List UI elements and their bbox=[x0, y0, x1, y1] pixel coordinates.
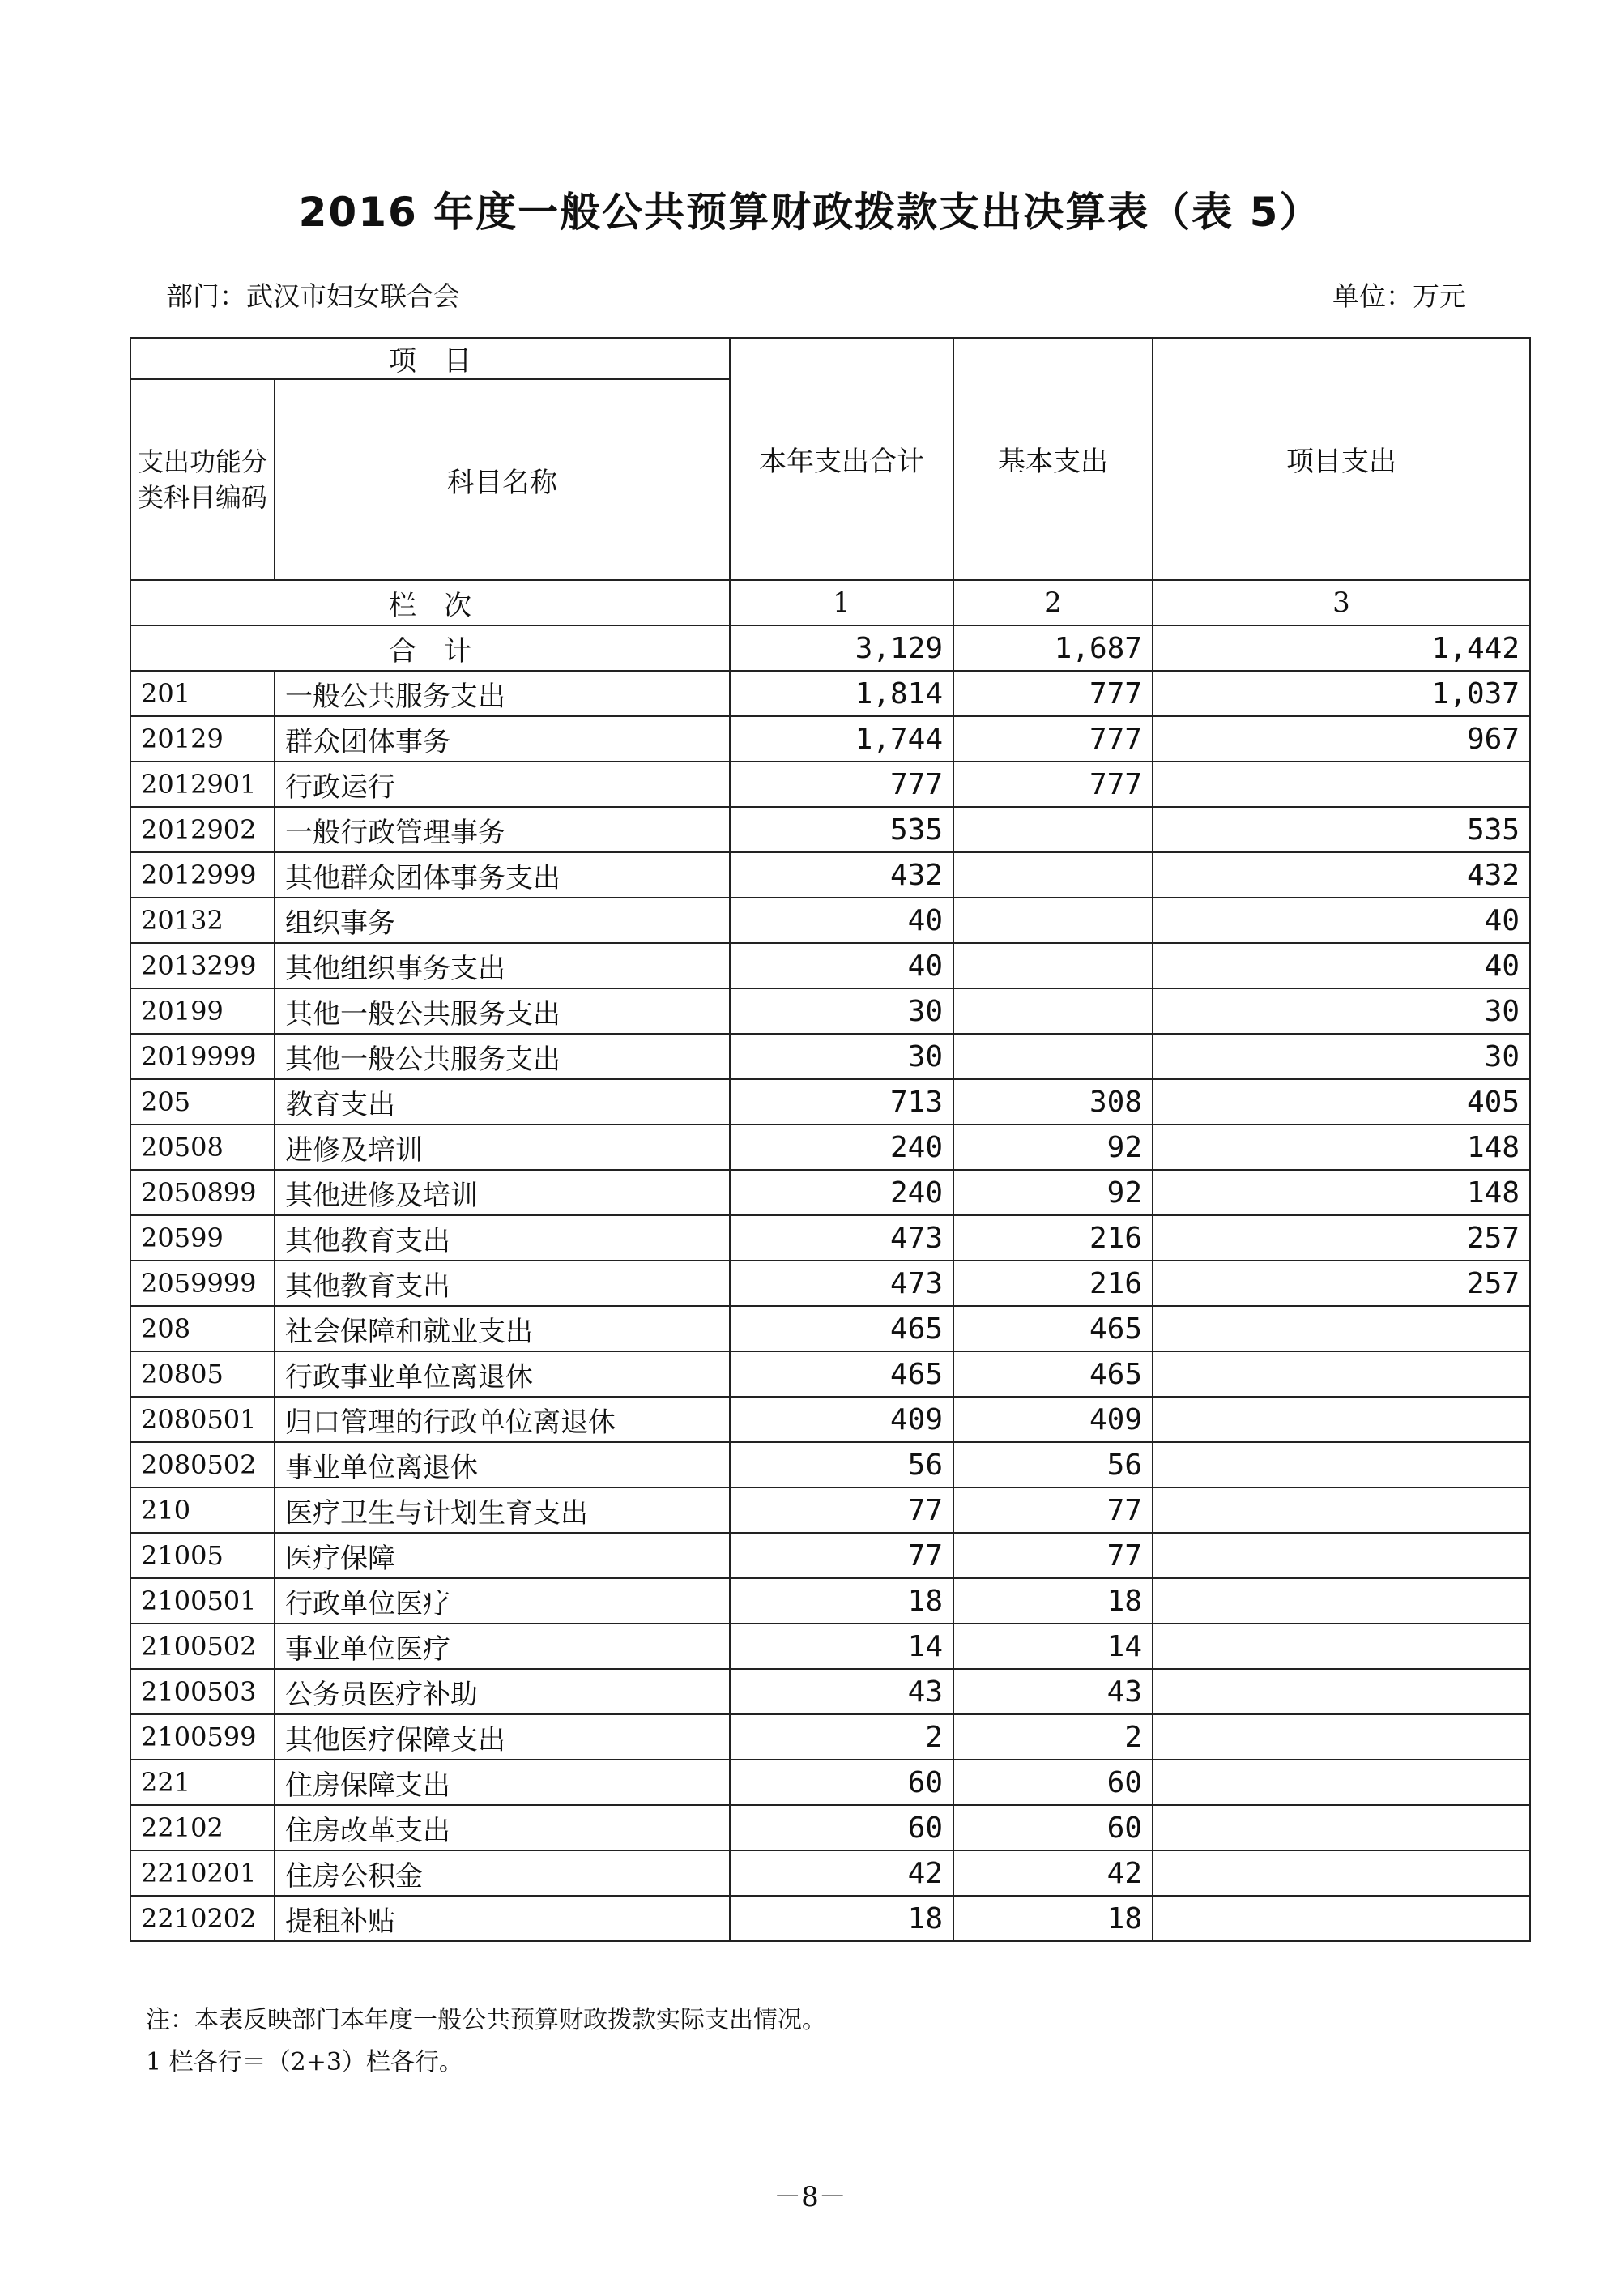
total-cell: 42 bbox=[730, 1850, 953, 1896]
project-cell bbox=[1153, 1533, 1530, 1578]
table-row bbox=[130, 1170, 1530, 1215]
total-value: 3,129 bbox=[730, 625, 953, 671]
basic-cell: 92 bbox=[953, 1125, 1153, 1170]
name-cell: 其他医疗保障支出 bbox=[275, 1714, 730, 1760]
code-cell: 2012902 bbox=[130, 807, 275, 852]
name-cell: 一般行政管理事务 bbox=[275, 807, 730, 852]
table-row bbox=[130, 1215, 1530, 1261]
table-row bbox=[130, 1896, 1530, 1941]
total-cell: 18 bbox=[730, 1896, 953, 1941]
basic-cell: 60 bbox=[953, 1760, 1153, 1805]
code-cell: 208 bbox=[130, 1306, 275, 1351]
basic-total-value: 1,687 bbox=[953, 625, 1153, 671]
header-xiangmu: 项 目 bbox=[130, 338, 730, 379]
name-cell: 组织事务 bbox=[275, 898, 730, 943]
basic-cell bbox=[953, 988, 1153, 1034]
col-index-2: 2 bbox=[953, 580, 1153, 625]
code-cell: 205 bbox=[130, 1079, 275, 1125]
name-cell: 其他一般公共服务支出 bbox=[275, 988, 730, 1034]
column-index-row bbox=[130, 580, 1530, 625]
header-total: 本年支出合计 bbox=[730, 338, 953, 580]
total-cell: 60 bbox=[730, 1805, 953, 1850]
project-cell: 148 bbox=[1153, 1125, 1530, 1170]
total-cell: 77 bbox=[730, 1533, 953, 1578]
total-cell: 30 bbox=[730, 988, 953, 1034]
name-cell: 公务员医疗补助 bbox=[275, 1669, 730, 1714]
basic-cell: 77 bbox=[953, 1487, 1153, 1533]
basic-cell: 92 bbox=[953, 1170, 1153, 1215]
table-row bbox=[130, 1125, 1530, 1170]
basic-cell bbox=[953, 852, 1153, 898]
code-cell: 201 bbox=[130, 671, 275, 716]
total-cell: 14 bbox=[730, 1624, 953, 1669]
header-project: 项目支出 bbox=[1153, 338, 1530, 580]
total-cell: 18 bbox=[730, 1578, 953, 1624]
total-cell: 40 bbox=[730, 898, 953, 943]
table-row bbox=[130, 1442, 1530, 1487]
header-row-top bbox=[130, 338, 1530, 379]
total-cell: 713 bbox=[730, 1079, 953, 1125]
project-total-value: 1,442 bbox=[1153, 625, 1530, 671]
table-row bbox=[130, 1533, 1530, 1578]
code-cell: 2012999 bbox=[130, 852, 275, 898]
code-cell: 2210201 bbox=[130, 1850, 275, 1896]
basic-cell: 777 bbox=[953, 716, 1153, 762]
table-row bbox=[130, 1351, 1530, 1397]
basic-cell: 18 bbox=[953, 1896, 1153, 1941]
table-row bbox=[130, 852, 1530, 898]
project-cell bbox=[1153, 1624, 1530, 1669]
total-cell: 465 bbox=[730, 1351, 953, 1397]
project-cell: 967 bbox=[1153, 716, 1530, 762]
table-row bbox=[130, 1624, 1530, 1669]
basic-cell: 308 bbox=[953, 1079, 1153, 1125]
page-title: 2016 年度一般公共预算财政拨款支出决算表（表 5） bbox=[298, 189, 1322, 236]
table-row bbox=[130, 1306, 1530, 1351]
code-cell: 2050899 bbox=[130, 1170, 275, 1215]
table-row bbox=[130, 1805, 1530, 1850]
name-cell: 住房保障支出 bbox=[275, 1760, 730, 1805]
unit-label: 单位：万元 bbox=[1332, 280, 1466, 312]
total-cell: 2 bbox=[730, 1714, 953, 1760]
name-cell: 其他组织事务支出 bbox=[275, 943, 730, 988]
table-row bbox=[130, 1261, 1530, 1306]
basic-cell: 18 bbox=[953, 1578, 1153, 1624]
project-cell bbox=[1153, 1714, 1530, 1760]
table-row bbox=[130, 1079, 1530, 1125]
table-row bbox=[130, 762, 1530, 807]
total-cell: 240 bbox=[730, 1170, 953, 1215]
name-cell: 行政运行 bbox=[275, 762, 730, 807]
table-row bbox=[130, 1850, 1530, 1896]
table-row bbox=[130, 1578, 1530, 1624]
table-row bbox=[130, 898, 1530, 943]
total-row bbox=[130, 625, 1530, 671]
basic-cell: 216 bbox=[953, 1261, 1153, 1306]
code-cell: 2100503 bbox=[130, 1669, 275, 1714]
name-cell: 事业单位离退休 bbox=[275, 1442, 730, 1487]
basic-cell: 465 bbox=[953, 1306, 1153, 1351]
total-cell: 40 bbox=[730, 943, 953, 988]
project-cell bbox=[1153, 1850, 1530, 1896]
name-cell: 教育支出 bbox=[275, 1079, 730, 1125]
basic-cell: 216 bbox=[953, 1215, 1153, 1261]
project-cell bbox=[1153, 1306, 1530, 1351]
total-cell: 1,744 bbox=[730, 716, 953, 762]
project-cell bbox=[1153, 1805, 1530, 1850]
project-cell: 30 bbox=[1153, 988, 1530, 1034]
basic-cell: 14 bbox=[953, 1624, 1153, 1669]
lanci-label: 栏 次 bbox=[130, 580, 730, 625]
total-cell: 777 bbox=[730, 762, 953, 807]
basic-cell: 56 bbox=[953, 1442, 1153, 1487]
total-cell: 1,814 bbox=[730, 671, 953, 716]
header-code: 支出功能分类科目编码 bbox=[130, 379, 275, 580]
table-row bbox=[130, 716, 1530, 762]
project-cell bbox=[1153, 1397, 1530, 1442]
note-line-1: 注：本表反映部门本年度一般公共预算财政拨款实际支出情况。 bbox=[146, 2006, 826, 2034]
header-name: 科目名称 bbox=[275, 379, 730, 580]
code-cell: 20508 bbox=[130, 1125, 275, 1170]
code-cell: 2012901 bbox=[130, 762, 275, 807]
code-cell: 2100599 bbox=[130, 1714, 275, 1760]
table-row bbox=[130, 1397, 1530, 1442]
project-cell: 535 bbox=[1153, 807, 1530, 852]
page-number: －8－ bbox=[774, 2181, 846, 2213]
name-cell: 行政事业单位离退休 bbox=[275, 1351, 730, 1397]
name-cell: 社会保障和就业支出 bbox=[275, 1306, 730, 1351]
total-cell: 535 bbox=[730, 807, 953, 852]
name-cell: 其他教育支出 bbox=[275, 1215, 730, 1261]
col-index-3: 3 bbox=[1153, 580, 1530, 625]
code-cell: 2059999 bbox=[130, 1261, 275, 1306]
basic-cell: 777 bbox=[953, 762, 1153, 807]
basic-cell: 43 bbox=[953, 1669, 1153, 1714]
project-cell: 40 bbox=[1153, 943, 1530, 988]
code-cell: 2013299 bbox=[130, 943, 275, 988]
total-cell: 409 bbox=[730, 1397, 953, 1442]
name-cell: 进修及培训 bbox=[275, 1125, 730, 1170]
total-cell: 465 bbox=[730, 1306, 953, 1351]
code-cell: 210 bbox=[130, 1487, 275, 1533]
project-cell: 257 bbox=[1153, 1261, 1530, 1306]
table-row bbox=[130, 1034, 1530, 1079]
project-cell: 405 bbox=[1153, 1079, 1530, 1125]
table-row bbox=[130, 671, 1530, 716]
project-cell bbox=[1153, 1351, 1530, 1397]
basic-cell: 777 bbox=[953, 671, 1153, 716]
code-cell: 20132 bbox=[130, 898, 275, 943]
table-row bbox=[130, 988, 1530, 1034]
code-cell: 20199 bbox=[130, 988, 275, 1034]
table-row bbox=[130, 1669, 1530, 1714]
project-cell bbox=[1153, 1487, 1530, 1533]
code-cell: 221 bbox=[130, 1760, 275, 1805]
code-cell: 2210202 bbox=[130, 1896, 275, 1941]
code-cell: 20805 bbox=[130, 1351, 275, 1397]
name-cell: 事业单位医疗 bbox=[275, 1624, 730, 1669]
name-cell: 住房改革支出 bbox=[275, 1805, 730, 1850]
name-cell: 医疗卫生与计划生育支出 bbox=[275, 1487, 730, 1533]
total-cell: 30 bbox=[730, 1034, 953, 1079]
project-cell bbox=[1153, 1896, 1530, 1941]
table-row bbox=[130, 943, 1530, 988]
basic-cell bbox=[953, 898, 1153, 943]
code-cell: 21005 bbox=[130, 1533, 275, 1578]
basic-cell bbox=[953, 943, 1153, 988]
basic-cell: 465 bbox=[953, 1351, 1153, 1397]
basic-cell: 77 bbox=[953, 1533, 1153, 1578]
name-cell: 住房公积金 bbox=[275, 1850, 730, 1896]
basic-cell: 42 bbox=[953, 1850, 1153, 1896]
code-cell: 2080502 bbox=[130, 1442, 275, 1487]
name-cell: 行政单位医疗 bbox=[275, 1578, 730, 1624]
project-cell: 1,037 bbox=[1153, 671, 1530, 716]
total-cell: 432 bbox=[730, 852, 953, 898]
code-cell: 2100502 bbox=[130, 1624, 275, 1669]
total-cell: 473 bbox=[730, 1261, 953, 1306]
total-cell: 77 bbox=[730, 1487, 953, 1533]
total-cell: 240 bbox=[730, 1125, 953, 1170]
code-cell: 2019999 bbox=[130, 1034, 275, 1079]
name-cell: 一般公共服务支出 bbox=[275, 671, 730, 716]
code-cell: 2080501 bbox=[130, 1397, 275, 1442]
code-cell: 20599 bbox=[130, 1215, 275, 1261]
basic-cell: 409 bbox=[953, 1397, 1153, 1442]
data-rows bbox=[130, 671, 1530, 1941]
name-cell: 其他教育支出 bbox=[275, 1261, 730, 1306]
project-cell: 257 bbox=[1153, 1215, 1530, 1261]
table-row bbox=[130, 1714, 1530, 1760]
table-row bbox=[130, 807, 1530, 852]
project-cell bbox=[1153, 1669, 1530, 1714]
total-cell: 60 bbox=[730, 1760, 953, 1805]
name-cell: 提租补贴 bbox=[275, 1896, 730, 1941]
name-cell: 医疗保障 bbox=[275, 1533, 730, 1578]
name-cell: 其他群众团体事务支出 bbox=[275, 852, 730, 898]
name-cell: 其他进修及培训 bbox=[275, 1170, 730, 1215]
col-index-1: 1 bbox=[730, 580, 953, 625]
total-cell: 473 bbox=[730, 1215, 953, 1261]
project-cell bbox=[1153, 1760, 1530, 1805]
table-row bbox=[130, 1760, 1530, 1805]
code-cell: 22102 bbox=[130, 1805, 275, 1850]
project-cell: 40 bbox=[1153, 898, 1530, 943]
basic-cell bbox=[953, 807, 1153, 852]
expenditure-table bbox=[130, 337, 1531, 1942]
total-cell: 43 bbox=[730, 1669, 953, 1714]
code-cell: 20129 bbox=[130, 716, 275, 762]
project-cell: 148 bbox=[1153, 1170, 1530, 1215]
name-cell: 归口管理的行政单位离退休 bbox=[275, 1397, 730, 1442]
total-label: 合 计 bbox=[130, 625, 730, 671]
basic-cell: 60 bbox=[953, 1805, 1153, 1850]
basic-cell bbox=[953, 1034, 1153, 1079]
project-cell bbox=[1153, 1578, 1530, 1624]
total-cell: 56 bbox=[730, 1442, 953, 1487]
basic-cell: 2 bbox=[953, 1714, 1153, 1760]
project-cell: 30 bbox=[1153, 1034, 1530, 1079]
code-cell: 2100501 bbox=[130, 1578, 275, 1624]
name-cell: 其他一般公共服务支出 bbox=[275, 1034, 730, 1079]
name-cell: 群众团体事务 bbox=[275, 716, 730, 762]
department-label: 部门：武汉市妇女联合会 bbox=[166, 280, 460, 312]
project-cell bbox=[1153, 1442, 1530, 1487]
header-basic: 基本支出 bbox=[953, 338, 1153, 580]
project-cell: 432 bbox=[1153, 852, 1530, 898]
note-line-2: 1 栏各行＝（2+3）栏各行。 bbox=[146, 2048, 463, 2076]
table-row bbox=[130, 1487, 1530, 1533]
project-cell bbox=[1153, 762, 1530, 807]
